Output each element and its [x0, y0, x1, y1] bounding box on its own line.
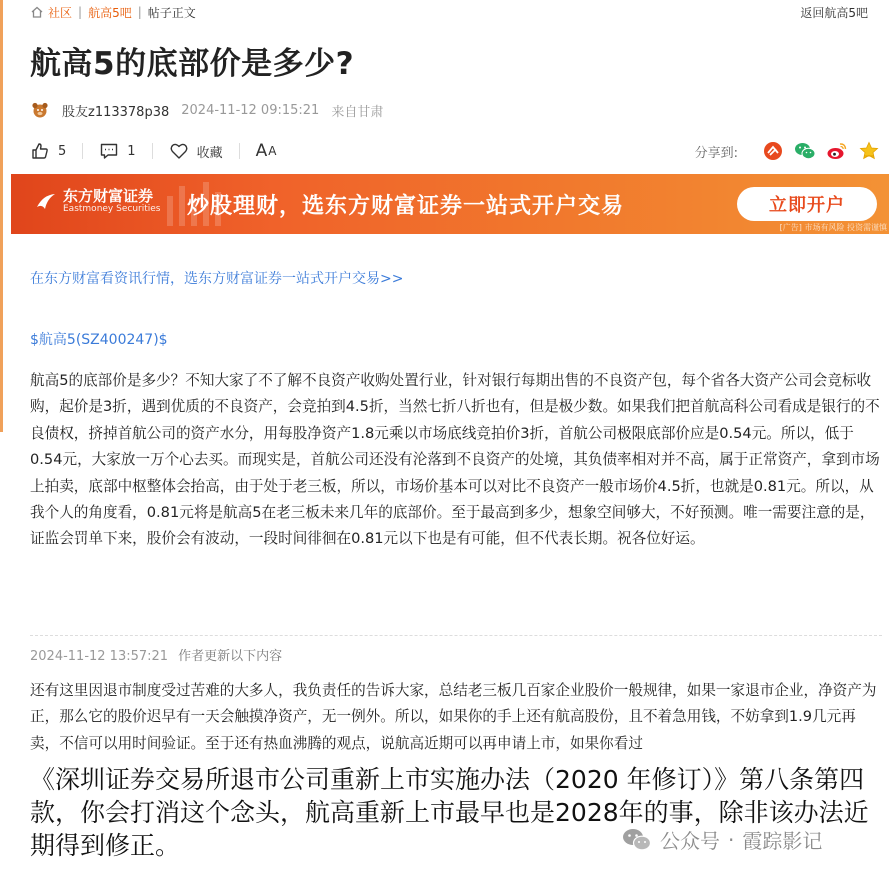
breadcrumb-separator: | [137, 5, 142, 19]
update-label: 作者更新以下内容 [178, 649, 283, 664]
eastmoney-logo [35, 188, 160, 215]
wechat-icon [794, 141, 816, 161]
collect-label: 收藏 [196, 145, 223, 161]
back-to-forum-link[interactable]: 返回航高5吧 [800, 6, 868, 20]
post-meta [30, 100, 383, 120]
share-eastmoney-button[interactable] [762, 140, 784, 162]
post-time: 2024-11-12 09:15:21 [181, 102, 320, 118]
font-size-button[interactable] [256, 141, 277, 161]
watermark-account: 霞踪影记 [742, 829, 823, 853]
post-location: 来自甘肃 [331, 104, 384, 120]
watermark-platform: 公众号 [660, 829, 720, 853]
brand-name-cn: 东方财富证券 [63, 187, 154, 205]
share-weibo-button[interactable] [826, 140, 848, 162]
wechat-watermark [622, 825, 822, 854]
left-edge-stripe [0, 0, 3, 432]
update-body-paragraph: 还有这里因退市制度受过苦难的大多人，我负责任的告诉大家，总结老三板几百家企业股价一般规律，如果一家退市企业，净资产为正，那么它的股价迟早有一天会触摸净资产，无一例外。所以，如果你的手上还有航高股份，且不着急用钱，不妨拿到1.9几元再卖，不信可以用时间验证。至于还有热血沸腾的观点，说航高近期可以再申请上市，如果你看过 [30, 682, 877, 752]
update-time: 2024-11-12 13:57:21 [30, 649, 169, 664]
breadcrumb [0, 4, 196, 21]
breadcrumb-forum-link[interactable]: 航高5吧 [88, 5, 132, 20]
banner-slogan: 炒股理财，选东方财富证券一站式开户交易 [187, 194, 625, 219]
share-favorite-button[interactable] [858, 140, 880, 162]
share-bar [695, 138, 880, 164]
watermark-separator: · [728, 827, 735, 852]
ad-disclaimer: [广告] 市场有风险 投资需谨慎 [779, 223, 887, 232]
brand-name-en: Eastmoney Securities [63, 204, 161, 214]
like-count: 5 [58, 143, 67, 159]
heart-icon [169, 141, 189, 161]
action-bar [30, 138, 880, 164]
thumbs-up-icon [30, 141, 50, 161]
home-icon [30, 5, 44, 19]
comment-icon [99, 141, 119, 161]
collect-button[interactable] [169, 141, 223, 161]
avatar[interactable] [30, 100, 50, 120]
divider [239, 143, 240, 159]
comment-count: 1 [127, 143, 136, 159]
divider [82, 143, 83, 159]
stock-tag-link[interactable]: $航高5(SZ400247)$ [30, 332, 168, 348]
post-body-paragraph: 航高5的底部价是多少？不知大家了不了解不良资产收购处置行业，针对银行每期出售的不良资产包，每个省各大资产公司会竞标收购，起价是3折，遇到优质的不良资产，会竞拍到4.5折，当然七折八折也有，但是极少数。如果我们把首航高科公司看成是银行的不良债权，挤掉首航公司的资产水分，用每股净资产1.8元乘以市场底线竞拍价3折，首航公司极限底部价应是0.54元。所以，低于0.54元，大家放一万个心去买。而现实是，首航公司还没有沦落到不良资产的处境，其负债率相对并不高，属于正常资产，拿到市场上拍卖，底部中枢整体会抬高，由于处于老三板，所以，市场价基本可以对比不良资产一般市场价4.5折，也就是0.81元。所以，从我个人的角度看，0.81元将是航高5在老三板未来几年的底部价。至于最高到多少，想象空间够大，不好预测。唯一需要注意的是，证监会罚单下来，股价会有波动，一段时间徘徊在0.81元以下也是有可能，但不代表长期。祝各位好运。 [30, 372, 880, 548]
breadcrumb-separator: | [78, 5, 83, 19]
author-name[interactable]: 股友z113378p38 [62, 104, 170, 120]
top-bar [0, 0, 890, 24]
post-title: 航高5的底部价是多少? [30, 46, 355, 82]
update-header [30, 645, 282, 664]
share-label: 分享到: [694, 145, 738, 161]
eastmoney-share-icon [763, 141, 783, 161]
star-icon [859, 141, 879, 161]
ad-banner[interactable] [11, 174, 889, 234]
divider [152, 143, 153, 159]
open-account-button[interactable]: 立即开户 [737, 187, 877, 221]
breadcrumb-community-link[interactable]: 社区 [48, 5, 73, 20]
weibo-icon [826, 141, 848, 161]
breadcrumb-current: 帖子正文 [147, 5, 196, 20]
like-button[interactable] [30, 141, 66, 161]
promo-link[interactable]: 在东方财富看资讯行情，选东方财富证券一站式开户交易>> [30, 271, 404, 287]
wechat-official-account-icon [622, 827, 652, 853]
font-size-small-glyph: A [268, 144, 277, 158]
font-size-large-glyph: A [255, 141, 268, 161]
update-divider [30, 635, 882, 636]
eastmoney-logo-icon [35, 191, 57, 213]
share-wechat-button[interactable] [794, 140, 816, 162]
caption-overlay-text: 《深圳证券交易所退市公司重新上市实施办法（2020 年修订）》第八条第四款，你会打消这个念头，航高重新上市最早也是2028年的事，除非该办法近期得到修正。 [30, 765, 869, 860]
comment-button[interactable] [99, 141, 135, 161]
